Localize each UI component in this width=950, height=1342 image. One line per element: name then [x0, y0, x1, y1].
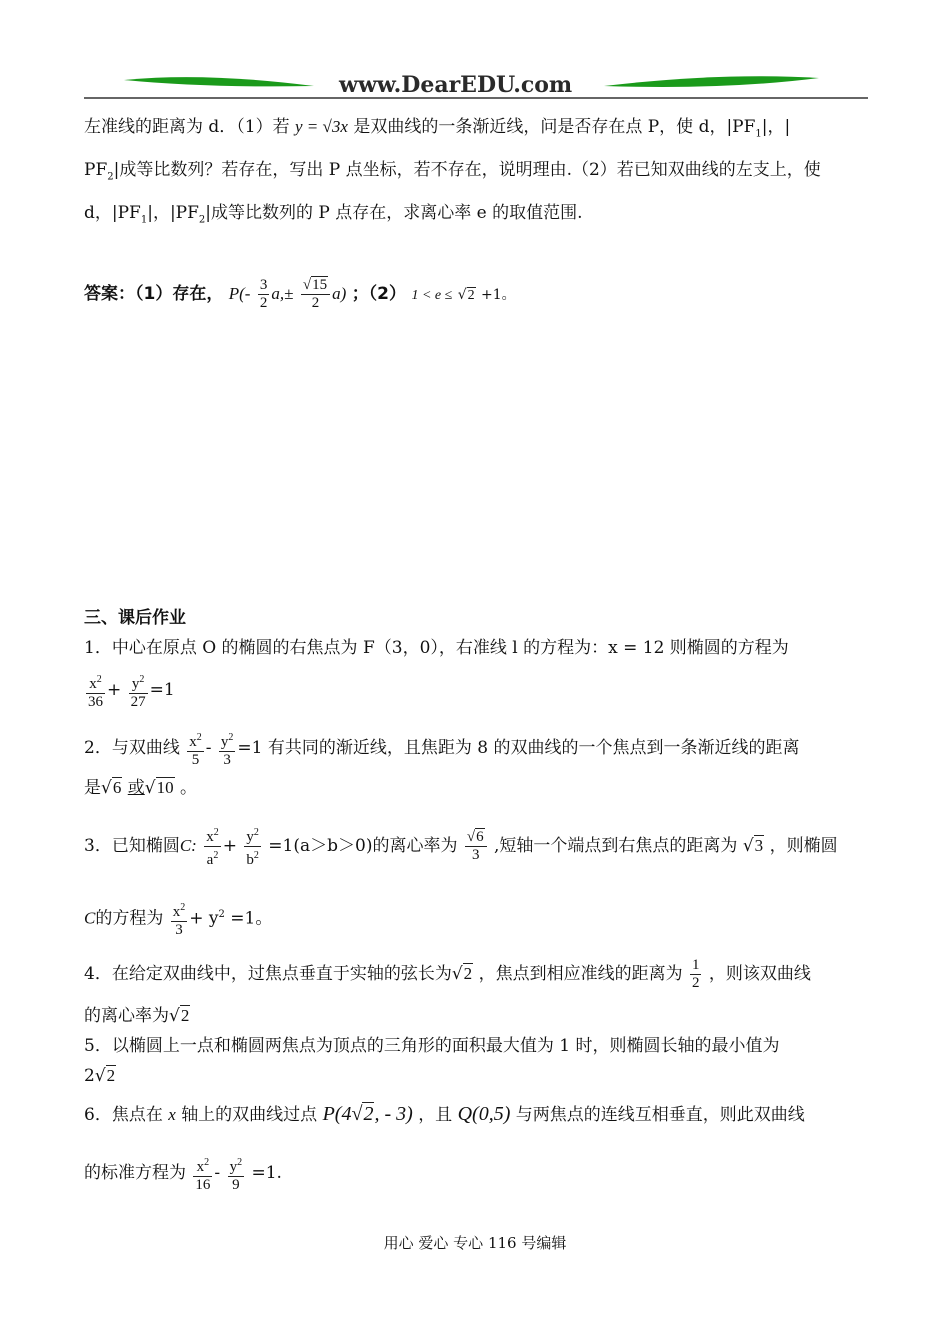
q3-line-1: 3．已知椭圆C: $\frac{x^2}{a^2}$ + $\frac{y^2}{b^2}$ =1(a＞b＞0)的离心率为 $\frac{√6}{3}$ ,短轴一个端点到右焦点的距离为 √3 ，则椭圆 — [84, 818, 838, 874]
q5-line-1: 5．以椭圆上一点和椭圆两焦点为顶点的三角形的面积最大值为 1 时，则椭圆长轴的最小值为 — [84, 1036, 780, 1056]
q4-line-1: 4．在给定双曲线中，过焦点垂直于实轴的弦长为√2 ，焦点到相应准线的距离为 $\frac{1}{2}$ ，则该双曲线 — [84, 957, 811, 991]
answer-line: 答案：（1）存在， P(- $\frac{3}{2}$ a,± $\frac{√15}{2}$ a) ；（2） 1 < e ≤ √2 +1。 — [84, 277, 516, 311]
q6-line-2: 的标准方程为 $\frac{x^2}{16}$ - $\frac{y^2}{9}$ =1. — [84, 1148, 282, 1198]
q2-line-1: 2．与双曲线 $\frac{x^2}{5}$ - $\frac{y^2}{3}$ =1 有共同的渐近线，且焦距为 8 的双曲线的一个焦点到一条渐近线的距离 — [84, 722, 799, 774]
q6-line-1: 6．焦点在 x 轴上的双曲线过点 P(4√2, - 3) ，且 Q(0,5) 与两焦点的连线互相垂直，则此双曲线 — [84, 1103, 805, 1125]
problem-line-2: $PF_2|$成等比数列？若存在，写出 P 点坐标，若不存在，说明理由.（2）若已知双曲线的左支上，使 — [84, 160, 821, 183]
q1-answer: $\frac{x^2}{36}$ + $\frac{y^2}{27}$ =1 — [84, 664, 175, 716]
q3-line-2: C的方程为 $\frac{x^2}{3}$ + $y^2 =1$。 — [84, 890, 272, 944]
q2-line-2: 是√6 或√10 。 — [84, 778, 197, 798]
header-banner — [84, 70, 868, 102]
site-logo-text: www.DearEDU.com — [339, 72, 573, 98]
q1-text: 1．中心在原点 O 的椭圆的右焦点为 F（3，0），右准线 l 的方程为：x = 12 则椭圆的方程为 — [84, 638, 789, 658]
q5-line-2: 2√2 — [84, 1066, 116, 1086]
problem-line-3: d，$|PF_1|$，$|PF_2|$成等比数列的 P 点存在，求离心率 e 的取值范围. — [84, 203, 583, 226]
q4-line-2: 的离心率为√2 — [84, 1006, 190, 1026]
asymptote-eq: y = √3x — [295, 117, 348, 136]
problem-line-1: 左准线的距离为 d．（1）若 y = √3x 是双曲线的一条渐近线，问是否存在点 P，使 d，$|PF_1|$，| — [84, 117, 791, 140]
footer-text: 用心 爱心 专心 116 号编辑 — [383, 1234, 567, 1252]
homework-title: 三、课后作业 — [84, 608, 186, 628]
